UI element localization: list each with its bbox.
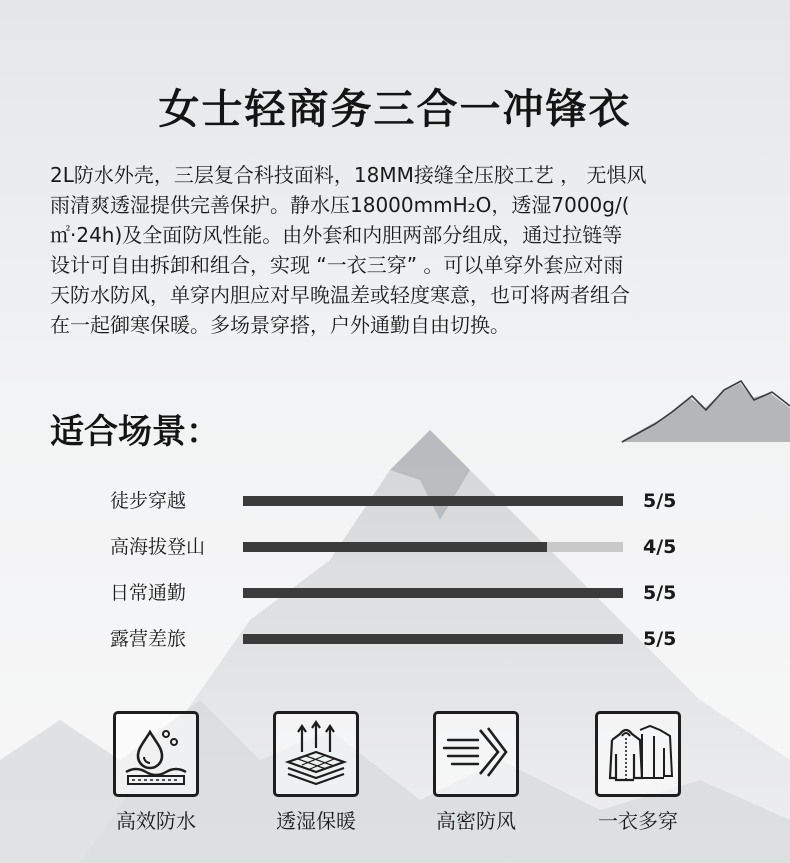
rating-bar-fill <box>243 634 623 644</box>
feature-label: 一衣多穿 <box>598 809 678 833</box>
rating-bar-track <box>243 588 623 598</box>
product-description: 2L防水外壳，三层复合科技面料，18MM接缝全压胶工艺 ， 无惧风 雨清爽透湿提供完善保护。静水压18000mmH₂O，透湿7000g/( ㎡·24h)及全面防风性能。由外套和内胆两部分组成，通过拉链等 设计可自由拆卸和组合，实现 “一衣三穿” 。可以单穿外套应对雨 天防水防风，单穿内胆应对早晚温差或轻度寒意，也可将两者组合 在一起御寒保暖。多场景穿搭，户外通勤自由切换。 <box>50 163 647 337</box>
feature-label: 高密防风 <box>436 809 516 833</box>
scene-row-hiking <box>110 486 690 516</box>
scene-label: 露营差旅 <box>110 628 187 650</box>
rating-score: 4/5 <box>643 536 677 558</box>
feature-icon-box <box>595 711 681 797</box>
multi-wear-icon <box>598 714 678 794</box>
rating-score: 5/5 <box>643 582 677 604</box>
rating-bar-fill <box>243 588 623 598</box>
rating-bar-track <box>243 634 623 644</box>
feature-breathable <box>273 711 359 833</box>
rating-score: 5/5 <box>643 628 677 650</box>
feature-label: 透湿保暖 <box>276 809 356 833</box>
feature-label: 高效防水 <box>116 809 196 833</box>
rating-bar-track <box>243 496 623 506</box>
section-title-scenes: 适合场景： <box>50 412 220 452</box>
rating-bar-track <box>243 542 623 552</box>
rating-bar-fill <box>243 496 623 506</box>
scene-label: 高海拔登山 <box>110 536 206 558</box>
waterproof-icon <box>116 714 196 794</box>
scene-row-camping <box>110 624 690 654</box>
windproof-icon <box>436 714 516 794</box>
feature-windproof <box>433 711 519 833</box>
scene-label: 徒步穿越 <box>110 490 187 512</box>
scene-label: 日常通勤 <box>110 582 187 604</box>
feature-icon-box <box>273 711 359 797</box>
feature-waterproof <box>113 711 199 833</box>
page-title: 女士轻商务三合一冲锋衣 <box>158 85 632 133</box>
feature-multi-wear <box>595 711 681 833</box>
rating-score: 5/5 <box>643 490 677 512</box>
feature-icon-box <box>113 711 199 797</box>
scene-row-alpine <box>110 532 690 562</box>
scene-row-commute <box>110 578 690 608</box>
feature-icon-box <box>433 711 519 797</box>
breathable-icon <box>276 714 356 794</box>
rating-bar-fill <box>243 542 547 552</box>
